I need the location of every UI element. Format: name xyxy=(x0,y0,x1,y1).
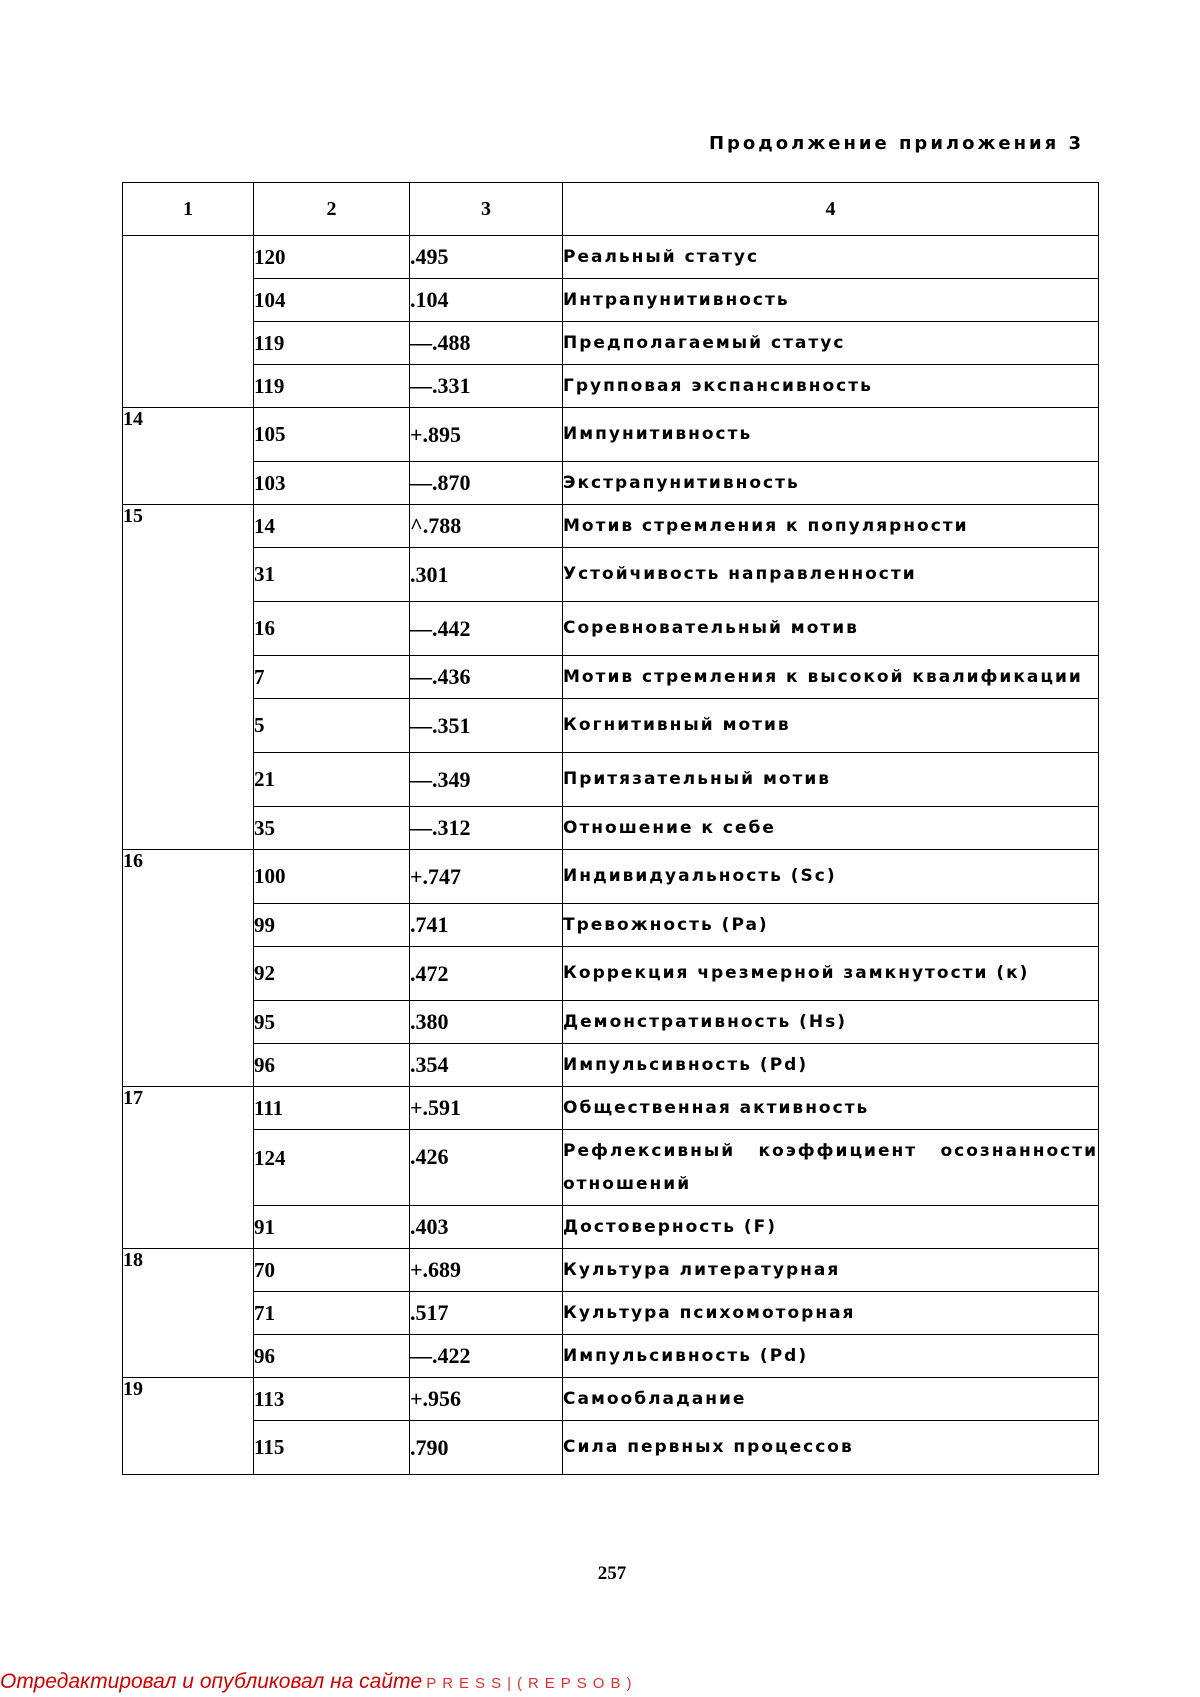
correlation-value: .472 xyxy=(410,947,563,1001)
table-row xyxy=(123,1087,1099,1130)
item-number: 115 xyxy=(254,1421,410,1475)
item-description: Коррекция чрезмерной замкнутости (к) xyxy=(563,947,1099,1001)
table-row xyxy=(123,1044,1099,1087)
correlation-value: +.956 xyxy=(410,1378,563,1421)
item-number: 119 xyxy=(254,365,410,408)
group-id: 16 xyxy=(123,850,254,1087)
table-row xyxy=(123,1335,1099,1378)
item-description: Культура психомоторная xyxy=(563,1292,1099,1335)
item-description: Общественная активность xyxy=(563,1087,1099,1130)
item-description: Предполагаемый статус xyxy=(563,322,1099,365)
table-row xyxy=(123,408,1099,462)
item-number: 113 xyxy=(254,1378,410,1421)
table-row xyxy=(123,1292,1099,1335)
table-row xyxy=(123,699,1099,753)
correlation-value: ^.788 xyxy=(410,505,563,548)
item-number: 7 xyxy=(254,656,410,699)
table-row xyxy=(123,1421,1099,1475)
item-description: Отношение к себе xyxy=(563,807,1099,850)
table-row xyxy=(123,1378,1099,1421)
column-header: 1 xyxy=(123,183,254,236)
table-row xyxy=(123,279,1099,322)
item-description: Импульсивность (Pd) xyxy=(563,1044,1099,1087)
item-number: 95 xyxy=(254,1001,410,1044)
item-number: 96 xyxy=(254,1044,410,1087)
group-id: 19 xyxy=(123,1378,254,1475)
item-number: 99 xyxy=(254,904,410,947)
item-description: Сила первных процессов xyxy=(563,1421,1099,1475)
item-description: Импунитивность xyxy=(563,408,1099,462)
table-row xyxy=(123,602,1099,656)
item-description: Реальный статус xyxy=(563,236,1099,279)
correlation-value: .426 xyxy=(410,1130,563,1206)
item-number: 91 xyxy=(254,1206,410,1249)
correlation-value: —.349 xyxy=(410,753,563,807)
item-number: 119 xyxy=(254,322,410,365)
correlation-value: .403 xyxy=(410,1206,563,1249)
correlation-value: .301 xyxy=(410,548,563,602)
item-description: Мотив стремления к популярности xyxy=(563,505,1099,548)
correlation-value: —.331 xyxy=(410,365,563,408)
table-row xyxy=(123,548,1099,602)
item-description: Тревожность (Pa) xyxy=(563,904,1099,947)
group-id: 18 xyxy=(123,1249,254,1378)
correlation-value: .790 xyxy=(410,1421,563,1475)
item-description: Притязательный мотив xyxy=(563,753,1099,807)
correlation-value: .354 xyxy=(410,1044,563,1087)
item-description: Самообладание xyxy=(563,1378,1099,1421)
table-row xyxy=(123,850,1099,904)
item-description: Интрапунитивность xyxy=(563,279,1099,322)
item-description: Когнитивный мотив xyxy=(563,699,1099,753)
column-header: 2 xyxy=(254,183,410,236)
group-id: 17 xyxy=(123,1087,254,1249)
correlation-value: .517 xyxy=(410,1292,563,1335)
item-description: Индивидуальность (Sc) xyxy=(563,850,1099,904)
table-row xyxy=(123,1130,1099,1206)
correlation-value: —.488 xyxy=(410,322,563,365)
item-description: Достоверность (F) xyxy=(563,1206,1099,1249)
item-description: Мотив стремления к высокой квалификации xyxy=(563,656,1099,699)
item-number: 124 xyxy=(254,1130,410,1206)
correlation-value: .741 xyxy=(410,904,563,947)
item-description: Демонстративность (Hs) xyxy=(563,1001,1099,1044)
correlation-value: .495 xyxy=(410,236,563,279)
table-row xyxy=(123,322,1099,365)
table-row xyxy=(123,1206,1099,1249)
item-number: 111 xyxy=(254,1087,410,1130)
table-header-row xyxy=(123,183,1099,236)
correlation-value: —.351 xyxy=(410,699,563,753)
correlation-value: —.870 xyxy=(410,462,563,505)
correlation-value: +.747 xyxy=(410,850,563,904)
item-number: 16 xyxy=(254,602,410,656)
item-description: Соревновательный мотив xyxy=(563,602,1099,656)
group-id: 14 xyxy=(123,408,254,505)
item-number: 70 xyxy=(254,1249,410,1292)
table-row xyxy=(123,904,1099,947)
table-row xyxy=(123,753,1099,807)
page-number: 257 xyxy=(597,1563,627,1584)
item-number: 92 xyxy=(254,947,410,1001)
item-number: 14 xyxy=(254,505,410,548)
column-header: 3 xyxy=(410,183,563,236)
correlation-value: —.312 xyxy=(410,807,563,850)
item-number: 71 xyxy=(254,1292,410,1335)
correlation-value: —.436 xyxy=(410,656,563,699)
correlation-value: —.422 xyxy=(410,1335,563,1378)
correlation-value: +.591 xyxy=(410,1087,563,1130)
correlation-value: +.895 xyxy=(410,408,563,462)
column-header: 4 xyxy=(563,183,1099,236)
table-row xyxy=(123,236,1099,279)
credit-text: Отредактировал и опубликовал на сайте xyxy=(0,1670,423,1693)
site-name: PRESS|(REPSOB) xyxy=(426,1675,638,1692)
table-row xyxy=(123,947,1099,1001)
group-id xyxy=(123,236,254,408)
correlation-value: —.442 xyxy=(410,602,563,656)
correlation-value: .380 xyxy=(410,1001,563,1044)
item-description: Групповая экспансивность xyxy=(563,365,1099,408)
table-row xyxy=(123,365,1099,408)
group-id: 15 xyxy=(123,505,254,850)
item-number: 5 xyxy=(254,699,410,753)
table-row xyxy=(123,656,1099,699)
item-number: 103 xyxy=(254,462,410,505)
continuation-note: Продолжение приложения 3 xyxy=(708,133,1084,154)
correlation-value: +.689 xyxy=(410,1249,563,1292)
footer-credit xyxy=(0,1670,637,1694)
table-row xyxy=(123,1249,1099,1292)
item-description: Рефлексивный коэффициент осознанности отношений xyxy=(563,1130,1099,1206)
item-description: Устойчивость направленности xyxy=(563,548,1099,602)
table-row xyxy=(123,505,1099,548)
item-description: Культура литературная xyxy=(563,1249,1099,1292)
item-number: 96 xyxy=(254,1335,410,1378)
table-row xyxy=(123,807,1099,850)
item-number: 35 xyxy=(254,807,410,850)
correlation-value: .104 xyxy=(410,279,563,322)
item-number: 31 xyxy=(254,548,410,602)
item-description: Экстрапунитивность xyxy=(563,462,1099,505)
appendix-table xyxy=(122,182,1099,1475)
item-description: Импульсивность (Pd) xyxy=(563,1335,1099,1378)
item-number: 100 xyxy=(254,850,410,904)
item-number: 120 xyxy=(254,236,410,279)
item-number: 105 xyxy=(254,408,410,462)
table-row xyxy=(123,1001,1099,1044)
table-row xyxy=(123,462,1099,505)
item-number: 104 xyxy=(254,279,410,322)
item-number: 21 xyxy=(254,753,410,807)
